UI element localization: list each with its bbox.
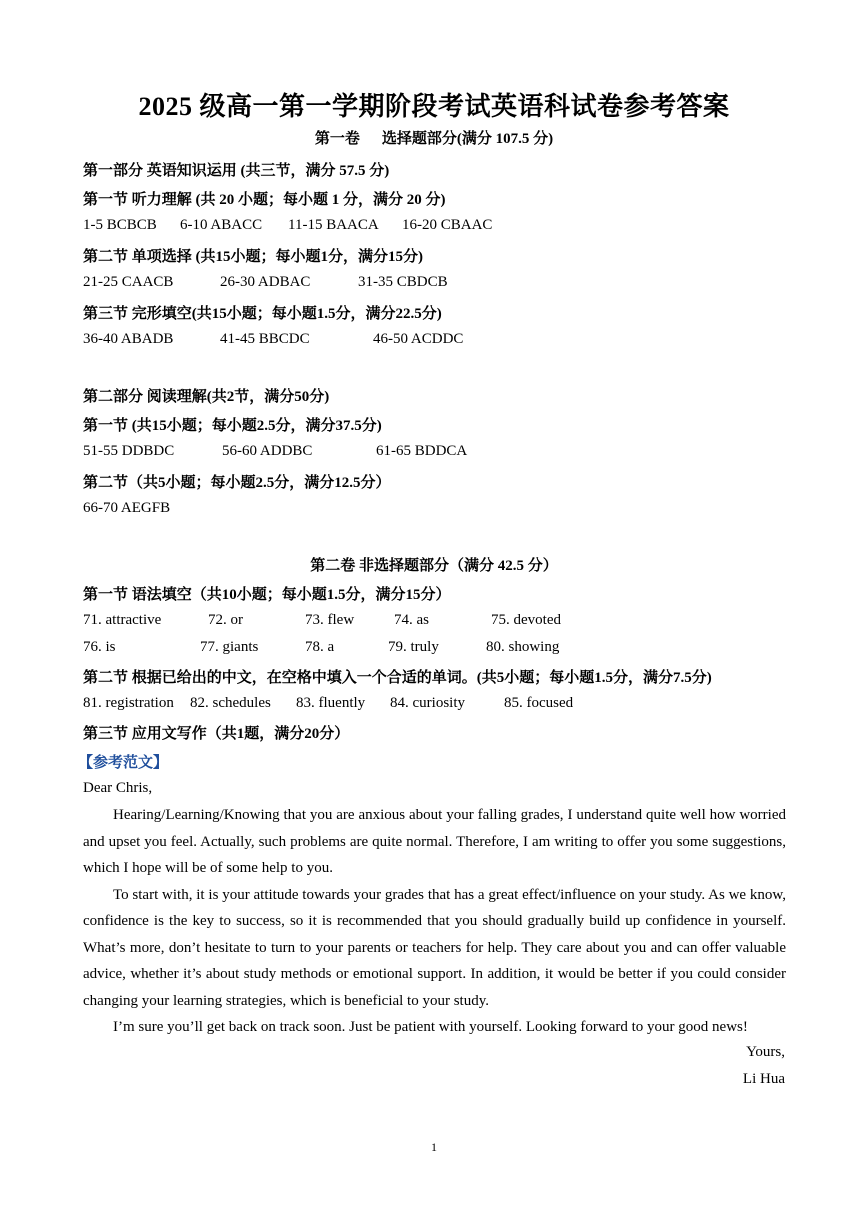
answer-group: 26-30 ADBAC xyxy=(220,274,311,290)
essay-paragraph: To start with, it is your attitude towards your grades that has a great effect/influence on your study. As we know, confidence is the key to success, so it is recommended that you should gradually build up confidence in yourself. What’s more, don’t hesitate to turn to your parents or teachers for help. They care about you and can offer valuable advice, whether it’s about study methods or emotional support. In addition, it would be better if you could consider changing your learning strategies, which is beneficial to your study. xyxy=(83,886,786,1009)
essay-closing: Yours, xyxy=(746,1044,785,1060)
answer-item: 81. registration xyxy=(83,695,174,711)
answer-item: 80. showing xyxy=(486,639,560,655)
volume1-label: 第一卷 xyxy=(314,131,360,147)
listening-heading: 第一节 听力理解 (共 20 小题；每小题 1 分，满分 20 分) xyxy=(83,192,446,208)
answer-group: 11-15 BAACA xyxy=(288,217,379,233)
volume1-heading xyxy=(0,127,868,148)
reading-section1-heading: 第一节 (共15小题；每小题2.5分，满分37.5分) xyxy=(83,418,382,434)
answer-group: 36-40 ABADB xyxy=(83,331,174,347)
answer-group: 6-10 ABACC xyxy=(180,217,263,233)
answer-item: 71. attractive xyxy=(83,612,162,628)
answer-item: 85. focused xyxy=(504,695,574,711)
answer-group: 21-25 CAACB xyxy=(83,274,174,290)
part1-heading: 第一部分 英语知识运用 (共三节，满分 57.5 分) xyxy=(83,163,390,179)
grammar-fill-heading: 第一节 语法填空（共10小题；每小题1.5分，满分15分） xyxy=(83,587,451,603)
volume2-heading: 第二卷 非选择题部分（满分 42.5 分） xyxy=(310,558,558,574)
essay-body xyxy=(83,802,786,1041)
answer-group: 1-5 BCBCB xyxy=(83,217,157,233)
answer-group: 46-50 ACDDC xyxy=(373,331,464,347)
answer-group: 51-55 DDBDC xyxy=(83,443,175,459)
document-title: 2025 级高一第一学期阶段考试英语科试卷参考答案 xyxy=(138,92,730,121)
answer-group: 41-45 BBCDC xyxy=(220,331,310,347)
answer-group: 66-70 AEGFB xyxy=(83,500,171,516)
reading-section2-heading: 第二节（共5小题；每小题2.5分，满分12.5分） xyxy=(83,475,391,491)
single-choice-heading: 第二节 单项选择 (共15小题；每小题1分，满分15分) xyxy=(83,249,423,265)
answer-item: 82. schedules xyxy=(190,695,271,711)
cloze-heading: 第三节 完形填空(共15小题；每小题1.5分，满分22.5分) xyxy=(83,306,442,322)
answer-item: 79. truly xyxy=(388,639,439,655)
part2-heading: 第二部分 阅读理解(共2节，满分50分) xyxy=(83,389,330,405)
answer-group: 56-60 ADDBC xyxy=(222,443,313,459)
word-fill-heading: 第二节 根据已给出的中文，在空格中填入一个合适的单词。(共5小题；每小题1.5分，满分7.5分) xyxy=(83,670,712,686)
writing-heading: 第三节 应用文写作（共1题，满分20分） xyxy=(83,726,350,742)
reference-essay-label: 【参考范文】 xyxy=(78,755,169,771)
volume1-desc: 选择题部分(满分 107.5 分) xyxy=(381,131,554,147)
essay-paragraph: Hearing/Learning/Knowing that you are anxious about your falling grades, I understand quite well how worried and upset you feel. Actually, such problems are quite normal. Therefore, I am writing to offer you some suggestions, which I hope will be of some help to you. xyxy=(83,807,786,876)
answer-item: 83. fluently xyxy=(296,695,366,711)
answer-item: 73. flew xyxy=(305,612,355,628)
answer-item: 75. devoted xyxy=(491,612,561,628)
answer-item: 77. giants xyxy=(200,639,259,655)
page-number: 1 xyxy=(431,1140,437,1154)
answer-group: 61-65 BDDCA xyxy=(376,443,468,459)
essay-paragraph: I’m sure you’ll get back on track soon. Just be patient with yourself. Looking forward to your good news! xyxy=(113,1019,748,1035)
answer-item: 72. or xyxy=(208,612,243,628)
answer-item: 76. is xyxy=(83,639,116,655)
essay-signature: Li Hua xyxy=(742,1071,785,1087)
answer-item: 78. a xyxy=(305,639,335,655)
answer-item: 84. curiosity xyxy=(390,695,465,711)
essay-salutation: Dear Chris, xyxy=(83,780,153,796)
answer-group: 16-20 CBAAC xyxy=(402,217,493,233)
answer-item: 74. as xyxy=(394,612,429,628)
answer-group: 31-35 CBDCB xyxy=(358,274,448,290)
